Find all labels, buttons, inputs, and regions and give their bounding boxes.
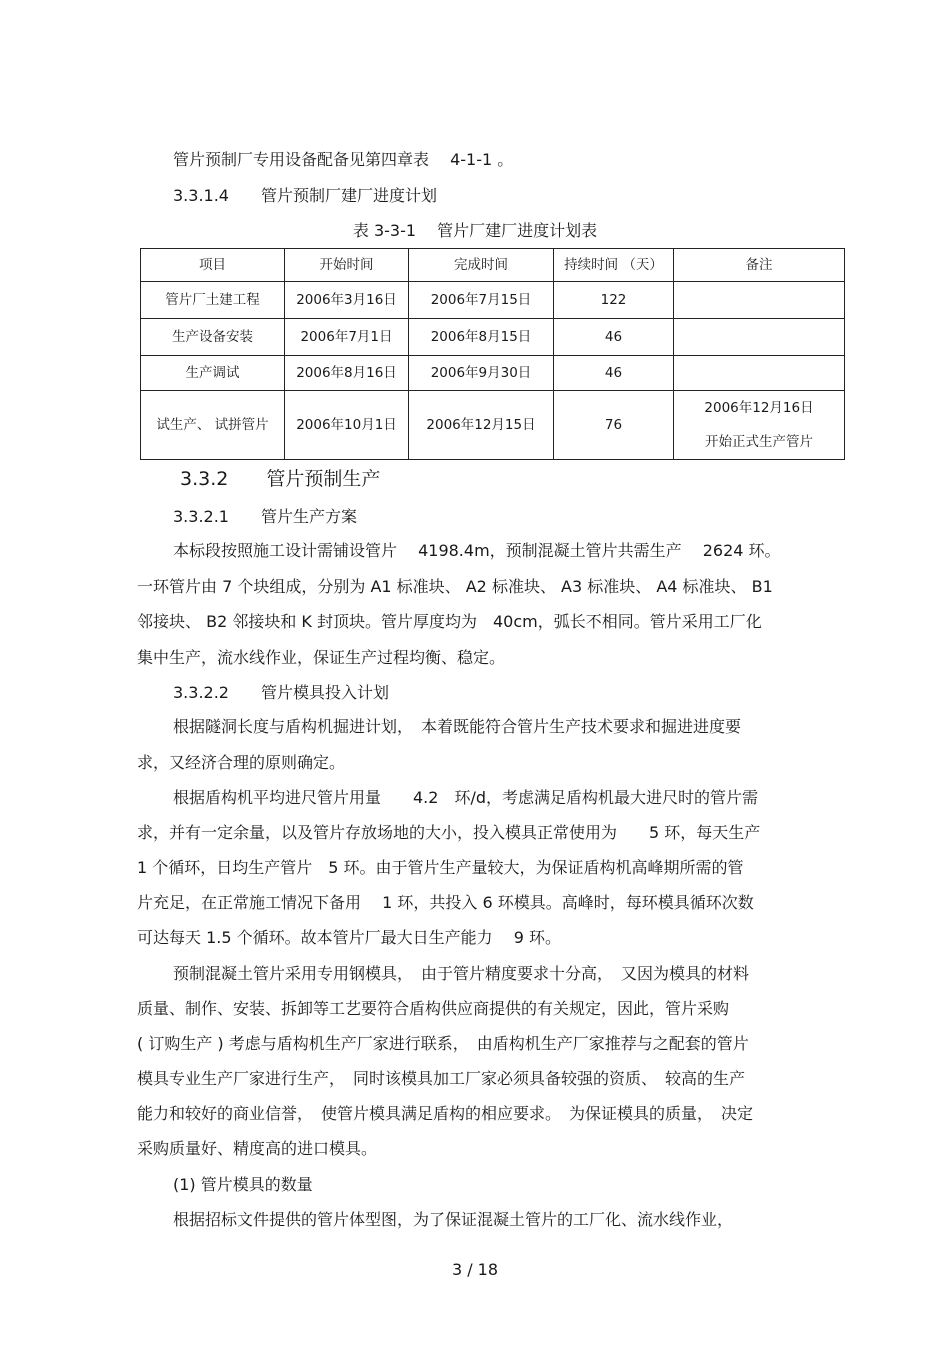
paragraph-line: 可达每天 1.5 个循环。故本管片厂最大日生产能力 9 环。 — [137, 928, 561, 947]
intro-line: 管片预制厂专用设备配备见第四章表 4-1-1 。 — [173, 150, 514, 169]
page-number: 3 / 18 — [451, 1260, 499, 1279]
paragraph-line: 片充足，在正常施工情况下备用 1 环，共投入 6 环模具。高峰时，每环模具循环次数 — [137, 893, 754, 912]
header-cell: 开始时间 — [285, 249, 409, 282]
remark-line: 2006年12月16日 — [704, 400, 814, 416]
table-cell: 2006年7月15日 — [409, 282, 554, 319]
table-cell: 2006年10月1日 — [285, 391, 409, 460]
paragraph-line: 预制混凝土管片采用专用钢模具， 由于管片精度要求十分高， 又因为模具的材料 — [173, 964, 750, 983]
table-cell: 76 — [554, 391, 674, 460]
section-332-heading: 3.3.2 管片预制生产 — [180, 468, 381, 490]
table-row — [141, 391, 845, 460]
table-cell: 2006年9月30日 — [409, 356, 554, 391]
paragraph-line: 1 个循环，日均生产管片 5 环。由于管片生产量较大，为保证盾构机高峰期所需的管 — [137, 858, 744, 877]
table-row — [141, 282, 845, 319]
table-caption: 表 3-3-1 管片厂建厂进度计划表 — [352, 221, 598, 240]
paragraph-line: 采购质量好、精度高的进口模具。 — [137, 1139, 378, 1158]
table-cell — [674, 319, 845, 356]
header-cell: 持续时间 （天） — [554, 249, 674, 282]
section-3321-heading: 3.3.2.1 管片生产方案 — [173, 507, 357, 526]
table-cell: 生产调试 — [141, 356, 285, 391]
table-cell: 122 — [554, 282, 674, 319]
paragraph-line: 本标段按照施工设计需铺设管片 4198.4m，预制混凝土管片共需生产 2624 环。 — [173, 541, 781, 560]
table-cell: 46 — [554, 319, 674, 356]
table-cell: 2006年3月16日 — [285, 282, 409, 319]
paragraph-line: 根据招标文件提供的管片体型图，为了保证混凝土管片的工厂化、流水线作业， — [173, 1210, 734, 1229]
table-row — [141, 319, 845, 356]
paragraph-line: 求，并有一定余量，以及管片存放场地的大小，投入模具正常使用为 5 环，每天生产 — [137, 823, 761, 842]
table-cell: 2006年7月1日 — [285, 319, 409, 356]
schedule-table — [140, 248, 845, 460]
remark-cell — [674, 391, 845, 460]
table-cell: 46 — [554, 356, 674, 391]
header-cell: 完成时间 — [409, 249, 554, 282]
paragraph-line: 一环管片由 7 个块组成，分别为 A1 标准块、 A2 标准块、 A3 标准块、 A4 标准块、 B1 — [137, 577, 773, 596]
table-header-row — [141, 249, 845, 282]
paragraph-line: 质量、制作、安装、拆卸等工艺要符合盾构供应商提供的有关规定，因此，管片采购 — [137, 999, 730, 1018]
table-cell: 试生产、 试拼管片 — [141, 391, 285, 460]
paragraph-line: 集中生产，流水线作业，保证生产过程均衡、稳定。 — [137, 648, 506, 667]
table-cell — [674, 282, 845, 319]
table-cell: 2006年8月15日 — [409, 319, 554, 356]
section-3314-heading: 3.3.1.4 管片预制厂建厂进度计划 — [173, 186, 437, 205]
paragraph-line: ( 订购生产 ) 考虑与盾构机生产厂家进行联系， 由盾构机生产厂家推荐与之配套的管片 — [137, 1034, 749, 1053]
header-cell: 项目 — [141, 249, 285, 282]
table-cell: 2006年12月15日 — [409, 391, 554, 460]
paragraph-line: 能力和较好的商业信誉， 使管片模具满足盾构的相应要求。 为保证模具的质量， 决定 — [137, 1104, 754, 1123]
table-cell: 生产设备安装 — [141, 319, 285, 356]
paragraph-line: 求，又经济合理的原则确定。 — [137, 753, 346, 772]
header-cell: 备注 — [674, 249, 845, 282]
section-3322-heading: 3.3.2.2 管片模具投入计划 — [173, 683, 389, 702]
paragraph-line: 根据盾构机平均进尺管片用量 4.2 环/d，考虑满足盾构机最大进尺时的管片需 — [173, 788, 758, 807]
table-cell: 管片厂土建工程 — [141, 282, 285, 319]
remark-line: 开始正式生产管片 — [705, 434, 813, 450]
table-row — [141, 356, 845, 391]
paragraph-line: 根据隧洞长度与盾构机掘进计划， 本着既能符合管片生产技术要求和掘进进度要 — [173, 717, 742, 736]
table-cell — [674, 356, 845, 391]
paragraph-line: 邻接块、 B2 邻接块和 K 封顶块。管片厚度均为 40cm，弧长不相同。管片采用工厂化 — [137, 612, 762, 631]
paragraph-line: 模具专业生产厂家进行生产， 同时该模具加工厂家必须具备较强的资质、 较高的生产 — [137, 1069, 746, 1088]
subsection-1-heading: (1) 管片模具的数量 — [173, 1175, 313, 1194]
table-cell: 2006年8月16日 — [285, 356, 409, 391]
